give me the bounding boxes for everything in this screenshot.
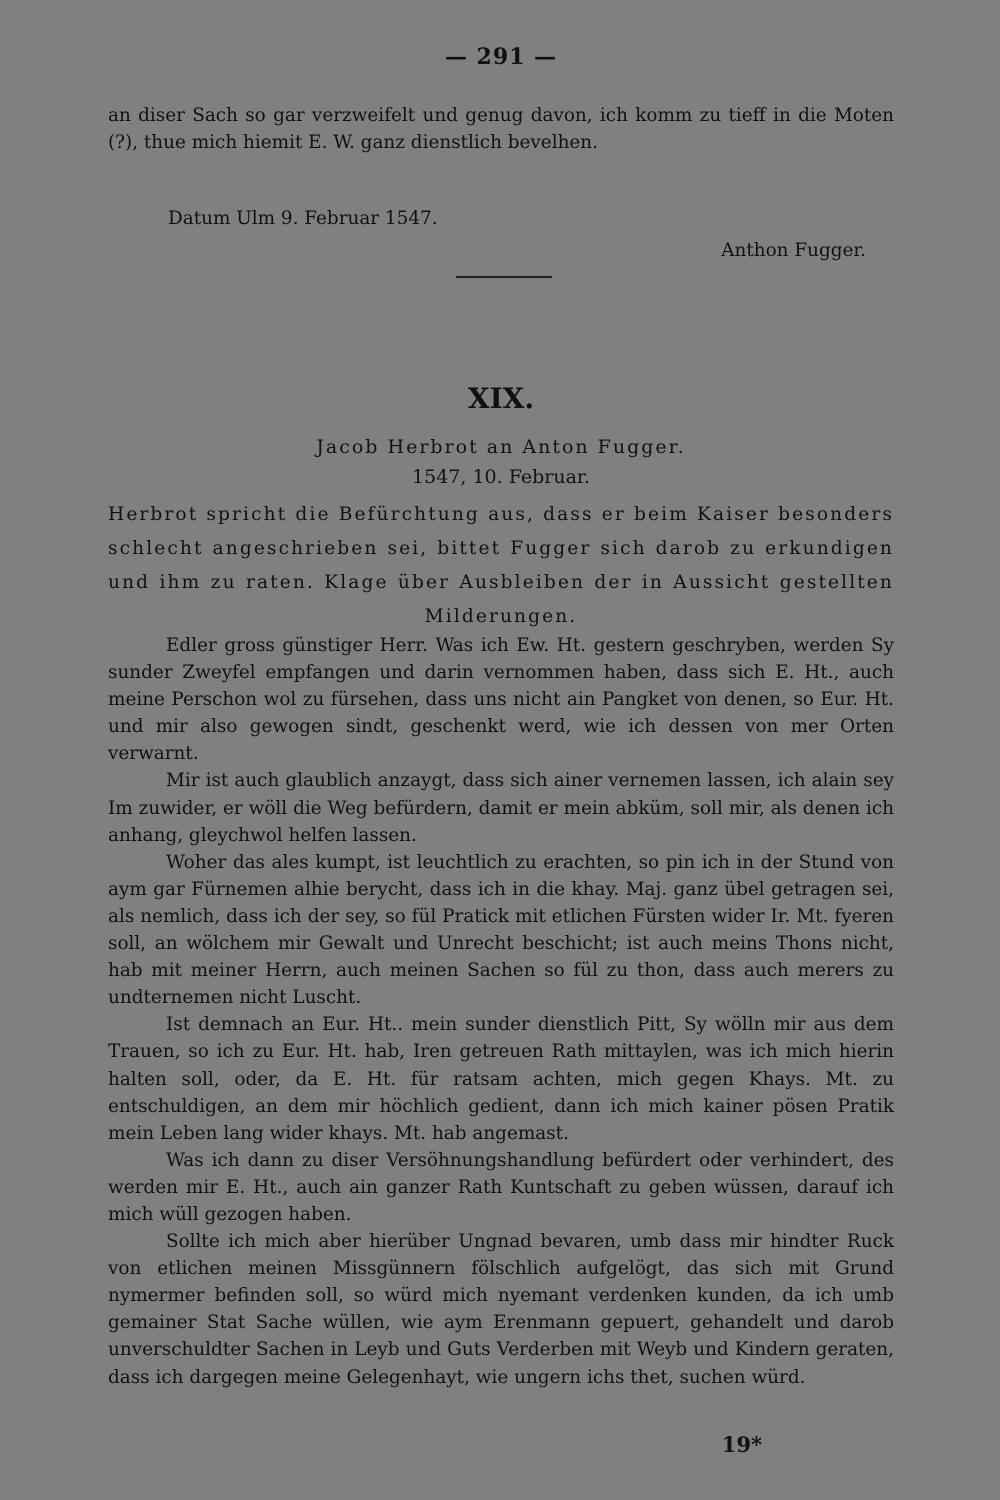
document-title: Jacob Herbrot an Anton Fugger. [316, 436, 686, 458]
previous-letter-dateline: Datum Ulm 9. Februar 1547. [168, 208, 438, 229]
body-paragraph-1: Edler gross günstiger Herr. Was ich Ew. Ht. gestern geschryben, werden Sy sunder Zweyfel empfangen und darin vernommen haben, dass sich E. Ht., auch meine Perschon wol zu fürsehen, dass uns nicht ain Pangket von denen, so Eur. Ht. und mir also gewogen sindt, geschenkt werd, wie ich dessen von mer Orten verwarnt. [108, 635, 894, 765]
page-number: — 291 — [444, 44, 558, 70]
body-paragraph-5: Was ich dann zu diser Versöhnungshandlung befürdert oder verhindert, des werden mir E. Ht., auch ain ganzer Rath Kuntschaft zu geben wüssen, darauf ich mich wüll gezogen haben. [108, 1149, 894, 1225]
previous-letter-closing: an diser Sach so gar verzweifelt und genug davon, ich komm zu tieff in die Moten (?), thue mich hiemit E. W. ganz dienstlich bevelhen. [108, 105, 894, 154]
document-number: XIX. [467, 382, 535, 415]
document-summary: Herbrot spricht die Befürchtung aus, dass er beim Kaiser besonders schlecht angeschrieben sei, bittet Fugger sich darob zu erkundigen und ihm zu raten. Klage über Ausbleiben der in Aussicht gestellten Milderungen. [108, 504, 894, 627]
body-paragraph-6: Sollte ich mich aber hierüber Ungnad bevaren, umb dass mir hindter Ruck von etlichen meinen Missgünnern fölschlich aufgelögt, das sich mit Grund nymermer befinden soll, so würd mich nyemant verdenken kunden, da ich umb gemainer Stat Sache wüllen, wie aym Erenmann gepuert, gehandelt und darob unverschuldter Sachen in Leyb und Guts Verderben mit Weyb und Kindern geraten, dass ich dargegen meine Gelegenhayt, wie ungern ichs thet, suchen würd. [108, 1231, 894, 1388]
document-date: 1547, 10. Februar. [412, 466, 590, 488]
body-paragraph-4: Ist demnach an Eur. Ht.. mein sunder dienstlich Pitt, Sy wölln mir aus dem Trauen, so ich zu Eur. Ht. hab, Iren getreuen Rath mittaylen, was ich mich hierin halten soll, oder, da E. Ht. für ratsam achten, mich gegen Khays. Mt. zu entschuldigen, an dem mir höchlich gedient, dann ich mich kainer pösen Pratik mein Leben lang wider khays. Mt. hab angemast. [108, 1014, 894, 1144]
document-page [108, 40, 894, 1480]
section-divider [456, 276, 552, 278]
letter-body [108, 632, 894, 1391]
previous-letter-signature: Anthon Fugger. [721, 240, 866, 261]
signature-mark: 19* [721, 1432, 762, 1457]
body-paragraph-3: Woher das ales kumpt, ist leuchtlich zu erachten, so pin ich in der Stund von aym gar Fürnemen alhie berycht, dass ich in die khay. Maj. ganz übel getragen sei, als nemlich, dass ich der sey, so fül Pratick mit etlichen Fürsten wider Ir. Mt. fyeren soll, an wölchem mir Gewalt und Unrecht beschicht; ist auch meins Thons nicht, hab mit meiner Herrn, auch meinen Sachen so fül zu thon, dass auch merers zu undternemen nicht Luscht. [108, 851, 894, 1009]
body-paragraph-2: Mir ist auch glaublich anzaygt, dass sich ainer vernemen lassen, ich alain sey Im zuwider, er wöll die Weg befürdern, damit er mein abküm, soll mir, als denen ich anhang, gleychwol helfen lassen. [108, 770, 894, 846]
